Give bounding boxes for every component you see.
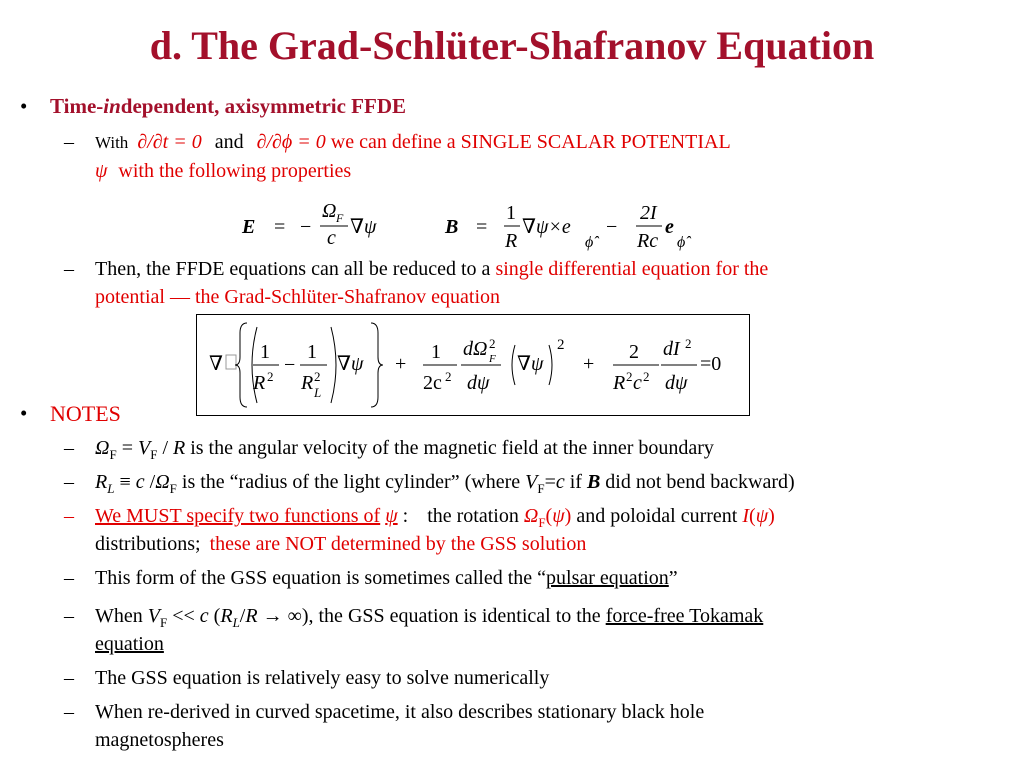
condition-dphi: ∂/∂ϕ = 0 [256,131,326,153]
rotation-text: the rotation [427,505,519,527]
force-free-tokamak: force-free Tokamak [605,605,764,627]
R-denominator: R [505,230,518,252]
grad-psi-gss-2: ∇ψ [517,353,544,375]
ffde-reduced-text: Then, the FFDE equations can all be reduced to a [95,258,491,280]
note-curved-spacetime-line2: magnetospheres [95,729,224,751]
bullet-time-independent [50,94,406,119]
right-brace [371,323,383,407]
distributions-text: distributions; [95,533,201,555]
exp-2-b: 2 [314,369,321,384]
bullet1-post: dependent, axisymmetric FFDE [120,94,407,118]
note-specify-functions-line2 [95,533,586,556]
right-paren-2 [549,345,552,385]
exp-2-e: 2 [557,337,565,353]
two-I-numerator: 2I [640,202,657,224]
gss-equation [197,315,749,415]
d-omega: dΩ [463,338,488,360]
exp-2-f: 2 [626,369,633,384]
left-paren-2 [512,345,515,385]
note2-end: did not bend backward) [605,471,795,493]
dash: – [64,258,74,280]
grad-psi-cross-e: ∇ψ×e [522,216,571,238]
bullet-dot: • [20,94,28,118]
R2c2: R [613,372,626,394]
item-with-conditions [95,131,731,154]
minus-1: − [300,216,312,238]
d-psi-1: dψ [467,372,490,394]
c-denominator: c [327,227,336,249]
dash: – [64,701,74,723]
not-determined-text: these are NOT determined by the GSS solution [209,533,587,555]
bullet1-italic: in [103,94,121,118]
psi-symbol: ψ [95,160,108,182]
one-3: 1 [431,341,441,363]
grad-psi-1: ∇ψ [350,216,377,238]
placeholder-box [226,355,236,369]
note-pulsar-equation [95,567,678,590]
exp-2-h: 2 [685,336,692,351]
dash: – [64,667,74,689]
dash: – [64,437,74,459]
exp-2-g: 2 [643,369,650,384]
item-ffde-reduced [95,258,768,281]
sub-F: F [489,353,496,365]
exp-2-a: 2 [267,369,274,384]
note-tokamak: When $V_F << c$ ($R_L/R$ → ∞), the GSS equation is identical to the force-free Tokamak [95,605,764,630]
minus-gss: − [284,354,296,376]
E-symbol: E [242,216,256,238]
note1-text: is the angular velocity of the magnetic field at the inner boundary [190,437,714,459]
dash: – [64,567,74,589]
tokamak-equation-word: equation [95,633,164,655]
single-diff-eq-text: single differential equation for the [495,258,769,280]
equals-1: = [274,216,286,238]
phi-hat-2: ϕ̂ [677,234,686,251]
one-numerator: 1 [506,202,516,224]
left-brace [235,323,247,407]
must-specify-text: We MUST specify two functions of [95,505,381,527]
Rc-denominator: Rc [637,230,659,252]
one-2: 1 [307,341,317,363]
RL2: R [301,372,314,394]
poloidal-text: and poloidal current [576,505,738,527]
B-symbol: B [445,216,459,238]
phi-hat-1: ϕ̂ [585,234,594,251]
exp-2-d: 2 [489,336,496,351]
dash: – [64,505,74,527]
two-c2: 2c [423,372,442,394]
bullet1-pre: Time- [50,94,104,118]
grad-psi-gss: ∇ψ [337,353,364,375]
properties-text: with the following properties [118,160,352,182]
tokamak-mid: ), the GSS equation is identical to the [301,605,601,627]
note-curved-spacetime: When re-derived in curved spacetime, it also describes stationary black hole [95,701,705,723]
dash: – [64,605,74,627]
c-gss: c [633,372,642,394]
slide-title: d. The Grad-Schlüter-Shafranov Equation [149,23,875,68]
dash: – [64,471,74,493]
equals-zero: =0 [700,353,722,375]
item-with-line2 [95,160,351,183]
note-numerical: The GSS equation is relatively easy to solve numerically [95,667,550,689]
when-text: When [95,605,143,627]
field-equations [230,195,710,257]
condition-dt: ∂/∂t = 0 [137,131,202,153]
dash: – [64,131,74,153]
with-text: With [95,133,129,152]
R2-1: R [253,372,266,394]
note3-colon: : [402,505,409,527]
gss-equation-label: potential — the Grad-Schlüter-Shafranov equation [95,286,501,308]
plus-1: + [395,353,407,375]
two-num: 2 [629,341,639,363]
pulsar-equation-link: pulsar equation [546,567,669,589]
scalar-potential-text: we can define a SINGLE SCALAR POTENTIAL [330,131,731,153]
and-text: and [214,131,244,153]
plus-2: + [583,353,595,375]
bullet-dot: • [20,401,28,425]
sub-L: L [314,385,322,400]
one-1: 1 [260,341,270,363]
gss-equation-box [196,314,750,416]
d-psi-2: dψ [665,372,688,394]
note2-if: if [569,471,582,493]
equals-2: = [476,216,488,238]
note-omega: $\Omega_F = V_F / R$ is the angular velocity of the magnetic field at the inner boundary [95,437,714,462]
note-light-cylinder: $R_L \equiv c$ $/\Omega_F$ is the “radius of the light cylinder” (where $V_F=c$ if B did not bend backward) [95,471,795,496]
omega-sub-F: F [336,211,344,225]
note2-text: is the “radius of the light cylinder” (where [181,471,521,493]
omega-num: Ω [322,200,337,222]
nabla-symbol: ∇ [209,353,223,375]
dI2: dI [663,338,680,360]
right-paren [331,327,336,403]
pulsar-pre: This form of the GSS equation is sometimes called the “ [95,567,547,589]
notes-heading: NOTES [50,401,121,426]
pulsar-post: ” [668,567,678,589]
e-vector: e [665,216,674,238]
exp-2-c: 2 [445,369,452,384]
minus-2: − [606,216,618,238]
note-specify-functions: We MUST specify two functions of ψ : the rotation $\Omega_F(\psi)$ and poloidal current I(ψ) [95,505,775,530]
